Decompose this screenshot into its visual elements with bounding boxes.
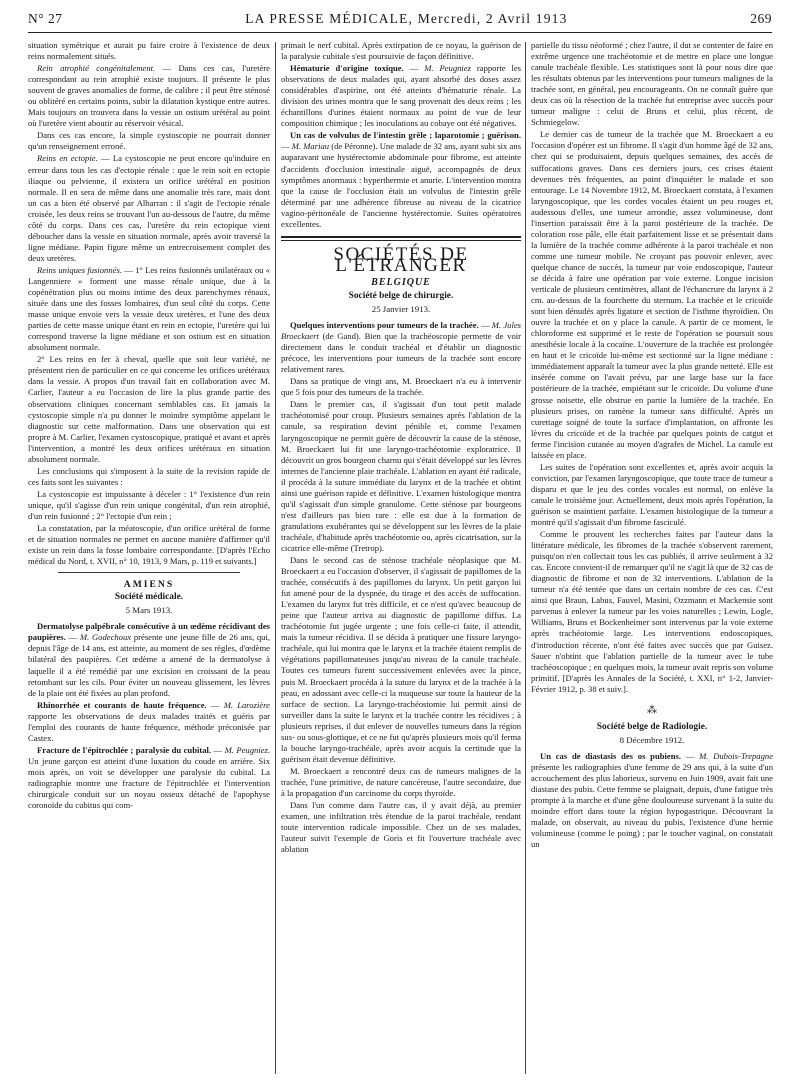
article: Dermatolyse palpébrale consécutive à un œdème récidivant des paupières. — M. Godechoux présente une jeune fille de 26 ans, qui, depuis l'âge de 14 ans, est atteinte, au moment de ses règles, d'œdème bilatéral des paupières. Cet œdème a amené de la dermatolyse à laquelle il a été remédié par une excision en croissant de la peau retombant sur les cils. Pour éviter un nouveau glissement, les lèvres de la plaie ont été fixées au plan profond. (28, 621, 270, 698)
society-heading: Société médicale. (114, 592, 184, 603)
paragraph: Reins uniques fusionnés. — 1° Les reins fusionnés unilatéraux ou « Langenniere » forment une masse rénale unique, due à la copénétration plus ou moins intime des deux parenchymes rénaux, située dans une des fosses lombaires, d'un seul côté du corps. Cette masse unique envoie vers la vessie deux uretères, et l'une des deux parties de cette masse unique étant en rein en ectopie, l'uretère qui lui correspond traverse la ligne médiane et son ostium est en situation absolument normale. (28, 264, 270, 353)
journal-title: LA PRESSE MÉDICALE, Mercredi, 2 Avril 1913 (245, 11, 568, 26)
section-divider (58, 572, 240, 573)
column-1 (28, 40, 270, 1076)
asterism-separator: ⁂ (647, 704, 657, 716)
section-rule (281, 240, 521, 241)
paragraph: Comme le prouvent les recherches faites par l'auteur dans la littérature médicale, les fibromes de la trachée s'observent rarement, puisqu'on n'en collectait tous les cas publiés, il arrive seulement à 32 cas. Encore convient-il de remarquer qu'il ne s'agit là que de 32 cas de diagnostic de fibrome et non de 32 interventions. L'ablation de la tumeur n'a été tentée que dans un certain nombre de ces cas. C'est ainsi que Braun, Labus, Fauvel, Masini, Ozzmann et Mackensie sont parvenus à enlever la tumeur par les voies naturelles ; Lewin, Logle, Williams, Bruns et Bockenheimer sont intervenus par la voie externe après trachéotomie large. Les interventions endoscopiques, d'introduction récente, n'ont été faites avec succès que par Guisez. Sauer n'obtint que l'ablation partielle de la tumeur avec le tube trachéoscopique ; en quelques mois, la tumeur avait repris son volume primitif. [D'après les Annales de la Société, t. XXI, n° 1-2, Janvier-Février 1912, p. 38 et suiv.]. (531, 529, 773, 694)
paragraph: Le dernier cas de tumeur de la trachée que M. Broeckaert a eu l'occasion d'opérer est un fibrome. Il s'agit d'un homme âgé de 32 ans, chez qui se produisaient, depuis quelques semaines, des accès de suffocations graves. Dans ces derniers jours, ces crises étaient devenues très fréquentes, au point d'inquiéter le malade et son entourage. Le 14 Novembre 1912, M. Broeckaert constata, à l'examen laryngoscopique, que les cordes vocales étaient un peu rouges et, audessous d'elles, une tumeur arrondie, assez volumineuse, dont l'insertion paraissait être à la paroi postérieure de la trachée. De coloration rose pâle, elle était parfaitement lisse et se présentait dans la lumière de la trachée comme adhérente à la paroi trachéale et non comme une tumeur mobile. Ne croyant pas pouvoir enlever, avec quelque chance de succès, la tumeur par voie endoscopique, l'auteur se décida à faire une opération par voie externe. Longue incision verticale de plusieurs centimètres, allant de l'échancrure du larynx à 2 cm. au-dessus de la fourchette du sternum. La trachée et le cricoïde sont bien dénudés après ligature et section de l'isthme thyroïdien. On ouvre la trachée et on y place la canule. A partir de ce moment, le chloroforme est supprimé et le reste de l'opération se poursuit sous anesthésie locale à la cocaïne. L'ouverture de la trachée est prolongée en haut et le cricoïde lui-même est sectionné sur la ligne médiane : immédiatement apparaît la tumeur avec la plus grande netteté. Elle est insérée comme on l'avait prévu, par une large base sur la face postérieure de la trachée, empiétant sur le cricoïde. Du volume d'une grosse noisette, elle obstrue en partie la lumière de la trachée. En plusieurs prises, on ramène la tumeur sans difficulté. Après un curettage soigné de toute la surface d'implantation, on affronte les lèvres du cricoïde et de la trachée par quelques points de catgut et ferme l'incision cutanée au moyen d'agrafes de Michel. La canule est laissée en place. (531, 129, 773, 460)
paragraph: partielle du tissu néoformé ; chez l'autre, il dut se contenter de faire en extrême urgence une trachéotomie et de mettre en place une longue canule trachéale flexible. Les statistiques sont là pour nous dire que les résultats obtenus par les interventions pour tumeurs malignes de la trachée sont, en général, peu encourageants. On ne connaît guère que deux cas où la résection de la trachée fut entreprise avec succès pour tumeur maligne : celui de Bruns et celui, plus récent, de Schmiegelow. (531, 40, 773, 128)
article: Un cas de diastasis des os pubiens. — M. Dubois-Trepagne présente les radiographies d'une femme de 29 ans qui, à la suite d'un accouchement des plus laborieux, survenu en Juin 1909, avait fait une diastase des pubis. Cette femme se plaignait, depuis, d'une fatigue très prompte à la marche et d'une gêne douloureuse survenant à la suite du moindre effort dans toute la région hypogastrique. Découvrant la malade, on observait, au niveau du pubis, l'existence d'une hernie volumineuse (comme le poing) ; par le toucher vaginal, on constatait un (531, 750, 773, 850)
paragraph: Dans le premier cas, il s'agissait d'un tout petit malade trachéotomisé pour croup. Plusieurs semaines après l'ablation de la canule, sa respiration devint pénible et, comme l'examen laryngoscopique ne permit guère de découvrir la cause de la sténose, M. Broeckaert lui fit une laryngo-trachéotomie exploratrice. Il découvrit un gros bourgeon charnu qui s'était développé sur les lèvres internes de l'ancienne plaie trachéale. L'ablation en ayant été radicale, il procéda à la suture immédiate du larynx et de la trachée et obtint ainsi une guérison rapide et définitive. L'examen histologique montra qu'il s'agissait d'un simple granulome. Cette sténose par bourgeons n'est d'ailleurs pas bien rare : elle est due à la formation de granulations exubérantes qui se développent sur les lèvres de la plaie trachéale, d'habitude après trachéotomie ou, après cicatrisation, sur la cicatrice elle-même (Tretrop). (281, 399, 521, 553)
paragraph: Dans ces cas encore, la simple cystoscopie ne pourrait donner qu'un renseignement erroné. (28, 130, 270, 152)
paragraph: Les suites de l'opération sont excellentes et, après avoir acquis la conviction, par l'examen laryngoscopique, que toute trace de tumeur a disparu et que le jeu des cordes vocales est normal, on enlève la canule le troisième jour. Actuellement, deux mois après l'opération, la guérison se maintient parfaite. L'examen histologique de la tumeur a montré qu'il s'agissait d'un fibrome fasciculé. (531, 461, 773, 528)
article: Quelques interventions pour tumeurs de la trachée. — M. Jules Broeckaert (de Gand). Bien que la trachéoscopie permette de voir directement dans le conduit trachéal et d'établir un diagnostic précoce, les interventions pour tumeurs de la trachée sont encore relativement rares. (281, 320, 521, 375)
paragraph: Reins en ectopie. — La cystoscopie ne peut encore qu'induire en erreur dans tous les cas d'ectopie rénale : que le rein soit en ectopie iliaque ou pelvienne, il existera un orifice urétéral en position normale. Il en sera de même dans une anomalie très rare, mais dont un cas a bien été observé par Albarran : il s'agit de l'ectopie rénale croisée, les deux reins se trouvant l'un au-dessous de l'autre, du même côté du corps. Dans ces cas, l'uretère du rein ectopique vient déboucher dans la vessie en situation normale, après avoir traversé la ligne médiane. Papin figure même un entrecroisement complet des deux uretères. (28, 153, 270, 263)
article: Hématurie d'origine toxique. — M. Peugniez rapporte les observations de deux malades qui, ayant absorbé des doses assez considérables d'aspirine, ont été atteints d'hématurie rénale. La division des urines montra que le sang provenait des deux reins ; les échantillons d'urines étaient normaux au point de vue de leur composition chimique ; les inoculations au cobaye ont été négatives. (281, 63, 521, 129)
column-rule (525, 42, 526, 1074)
section-rule (281, 236, 521, 238)
paragraph: Dans l'un comme dans l'autre cas, il y avait déjà, au premier examen, une infiltration très étendue de la paroi trachéale, rendant toute intervention radicale impossible. Chez un de ses malades, l'auteur suivit l'exemple de Goris et fit l'ouverture trachéale avec ablation (281, 800, 521, 855)
running-header (28, 6, 772, 33)
page-number: 269 (750, 11, 772, 26)
paragraph: La cystoscopie est impuissante à déceler : 1° l'existence d'un rein unique, qu'il s'agisse d'un rein unique congénital, d'un rein atrophié, d'un rein fusionné ; 2° l'ectopie d'un rein ; (28, 488, 270, 521)
section-title: SOCIÉTÉS DE L'ÉTRANGER (333, 243, 469, 276)
session-date: 8 Décembre 1912. (619, 734, 685, 745)
article: Un cas de volvulus de l'intestin grêle ; laparotomie ; guérison. — M. Mariau (de Péronne). Une malade de 32 ans, ayant subi six ans auparavant une hystérectomie abdominale pour fibrome, est atteinte d'accidents d'occlusion intestinale aiguë, accompagnés de deux symptômes anormaux : hyperthermie et anurie. L'intervention montra que la cause de l'occlusion était un volvulus de l'intestin grêle déterminé par une adhérence fibreuse au niveau de la cicatrice vagino-péritonéale de l'ancienne hystérectomie. Suites opératoires excellentes. (281, 130, 521, 229)
paragraph: Dans sa pratique de vingt ans, M. Broeckaert n'a eu à intervenir que 5 fois pour des tumeurs de la trachée. (281, 376, 521, 398)
city-heading: AMIENS (123, 579, 175, 591)
paragraph: Dans le second cas de sténose trachéale néoplasique que M. Broeckaert a eu l'occasion d'observer, il s'agissait de papillomes de la trachée, consécutifs à des papillomes du larynx. Un petit garçon lui fut amené pour de la dyspnée, du tirage et des accès de suffocation. L'examen du larynx fut très difficile, et ce n'est qu'avec beaucoup de peine que l'auteur arriva au diagnostic de papillome diffus. La trachéotomie fut jugée urgente ; une fois celle-ci faite, il attendit, mais la tumeur récidiva. Il se décida à pratiquer une fissure laryngo-trachéale, qui lui montra que le larynx et la trachée étaient remplis de végétations papillomateuses jusqu'au niveau de la canule trachéale. Toutes ces tumeurs furent successivement enlevées avec la pince, puis M. Broeckaert procéda à la suture du larynx et de la trachée à la peau, en adossant avec celle-ci la muqueuse sur toute la hauteur de la surface de section. La laryngo-trachéostomie lui permit ainsi de surveiller dans la suite le larynx et la trachée contre les récidives ; à plusieurs reprises, il dut enlever de nouvelles tumeurs dans la région sus- ou sous-glottique, et ce ne fut qu'après plusieurs mois qu'il ferma la bouche laryngo-trachéale, après avoir acquis la certitude que la guérison était devenue définitive. (281, 555, 521, 764)
paragraph: Les conclusions qui s'imposent à la suite de la revision rapide de ces faits sont les suivantes : (28, 465, 270, 487)
article: Fracture de l'épitrochlée ; paralysie du cubital. — M. Peugniez. Un jeune garçon est atteint d'une luxation du coude en arrière. Six mois après, on voit se développer une paralysie du cubital. La radiographie montre une fracture de l'épitrochlée et l'intervention chirurgicale conduit sur un noyau osseux détaché de l'apophyse coronoïde du cubitus qui com- (28, 744, 270, 811)
issue-number: N° 27 (28, 11, 63, 26)
paragraph: La constatation, par la méatoscopie, d'un orifice urétéral de forme et de situation normales ne permet en aucune manière d'affirmer qu'il existe un rein dans la fosse lombaire correspondante. [D'après l'Echo médical du Nord, t. XVII, n° 10, 1913, 9 Mars, p. 119 et suivants.] (28, 523, 270, 567)
paragraph: situation symétrique et aurait pu faire croire à l'existence de deux reins normalement situés. (28, 40, 270, 62)
session-date: 5 Mars 1913. (125, 605, 173, 616)
paragraph: 2° Les reins en fer à cheval, quelle que soit leur variété, ne présentent rien de particulier en ce qui concerne les orifices urétéraux dans la vessie. A propos d'un travail fait en collaboration avec M. Carlier, l'auteur a eu l'occasion de lire la plus grande partie des observations cliniques concernant semblables cas. Et jamais la cystoscopie simple n'a pu donner le moindre symptôme appelant le diagnostic sur cette malformation. Dans une observation qui est propre à M. Carlier, l'examen cystoscopique, pratiqué et avant et après l'intervention, a montré les deux orifices urétéraux en situation absolument normale. (28, 354, 270, 464)
country-heading: BELGIQUE (371, 276, 431, 288)
column-3 (531, 40, 773, 1076)
paragraph: primait le nerf cubital. Après extirpation de ce noyau, la guérison de la paralysie cubitale s'est poursuivie de façon définitive. (281, 40, 521, 62)
society-heading: Société belge de chirurgie. (348, 290, 454, 301)
paragraph: Rein atrophié congénitalement. — Dans ces cas, l'uretère correspondant au rein atrophié existe toujours. Il présente le plus souvent de graves anomalies de forme, de calibre ; il peut être sténosé ou oblitéré en certains points, subir la dilatation kystique entre autres. Mais toujours on trouvera dans la vessie un ostium urétéral au point où l'uretère vient aboutir au réservoir vésical. (28, 63, 270, 129)
paragraph: M. Broeckaert a rencontré deux cas de tumeurs malignes de la trachée, l'une primitive, de nature cancéreuse, l'autre secondaire, due à la propagation d'un carcinome du corps thyroïde. (281, 765, 521, 798)
column-2 (281, 40, 521, 1076)
society-heading: Société belge de Radiologie. (596, 721, 708, 732)
session-date: 25 Janvier 1913. (371, 303, 431, 314)
column-rule (275, 42, 276, 1074)
article: Rhinorrhée et courants de haute fréquence. — M. Larozière rapporte les observations de deux malades traités et guéris par l'emploi des courants de haute fréquence, méthode préconisée par Castex. (28, 699, 270, 743)
